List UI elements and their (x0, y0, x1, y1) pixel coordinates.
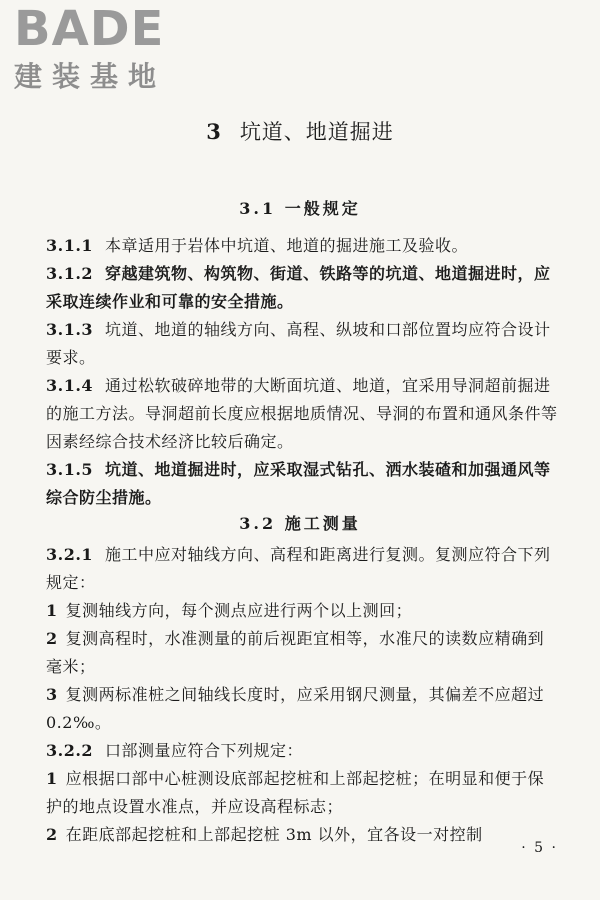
chapter-number: 3 (206, 119, 222, 144)
clause-3-1-2 (46, 260, 558, 316)
item-text: 应根据口部中心桩测设底部起挖桩和上部起挖桩；在明显和便于保护的地点设置水准点，并应设高程标志； (46, 769, 545, 816)
item-number: 3 (46, 685, 58, 704)
item-text: 复测高程时，水准测量的前后视距宜相等，水准尺的读数应精确到毫米； (46, 629, 545, 676)
list-item (46, 765, 558, 821)
item-number: 2 (46, 629, 58, 648)
clause-text: 穿越建筑物、构筑物、街道、铁路等的坑道、地道掘进时，应采取连续作业和可靠的安全措施。 (46, 264, 551, 311)
section-3-2-heading: 3.2 施工测量 (239, 514, 361, 533)
clause-number: 3.2.2 (46, 741, 94, 760)
clause-3-2-2 (46, 737, 558, 765)
chapter-title (0, 116, 600, 146)
clause-text: 通过松软破碎地带的大断面坑道、地道，宜采用导洞超前掘进的施工方法。导洞超前长度应根据地质情况、导洞的布置和通风条件等因素经综合技术经济比较后确定。 (46, 376, 558, 451)
clause-number: 3.1.5 (46, 460, 94, 479)
clause-3-1-1 (46, 232, 558, 260)
item-number: 1 (46, 769, 58, 788)
section-3-1-body (46, 232, 558, 512)
list-item (46, 625, 558, 681)
clause-3-1-5 (46, 456, 558, 512)
list-item (46, 681, 558, 737)
item-number: 2 (46, 825, 58, 844)
list-item (46, 597, 558, 625)
item-text: 复测两标准桩之间轴线长度时，应采用钢尺测量，其偏差不应超过0.2‰。 (46, 685, 545, 732)
section-3-2-body (46, 541, 558, 849)
clause-text: 坑道、地道掘进时，应采取湿式钻孔、洒水装碴和加强通风等综合防尘措施。 (46, 460, 551, 507)
clause-3-1-4 (46, 372, 558, 456)
chapter-title-text: 坑道、地道掘进 (239, 120, 394, 144)
clause-3-1-3 (46, 316, 558, 372)
clause-number: 3.1.1 (46, 236, 94, 255)
clause-number: 3.1.2 (46, 264, 94, 283)
item-text: 复测轴线方向，每个测点应进行两个以上测回； (65, 601, 413, 620)
clause-number: 3.1.4 (46, 376, 94, 395)
clause-text: 本章适用于岩体中坑道、地道的掘进施工及验收。 (105, 236, 469, 255)
section-3-1-heading: 3.1 一般规定 (239, 199, 361, 218)
clause-number: 3.1.3 (46, 320, 94, 339)
clause-text: 口部测量应符合下列规定： (105, 741, 304, 760)
page-number: · 5 · (521, 840, 558, 856)
clause-3-2-1 (46, 541, 558, 597)
list-item (46, 821, 558, 849)
item-text: 在距底部起挖桩和上部起挖桩 3m 以外，宜各设一对控制 (65, 825, 483, 844)
clause-text: 坑道、地道的轴线方向、高程、纵坡和口部位置均应符合设计要求。 (46, 320, 551, 367)
clause-text: 施工中应对轴线方向、高程和距离进行复测。复测应符合下列规定： (46, 545, 551, 592)
logo-mark: BADE (14, 1, 165, 57)
logo-subtitle: 建装基地 (14, 60, 167, 93)
bade-logo (14, 2, 184, 94)
item-number: 1 (46, 601, 58, 620)
clause-number: 3.2.1 (46, 545, 94, 564)
